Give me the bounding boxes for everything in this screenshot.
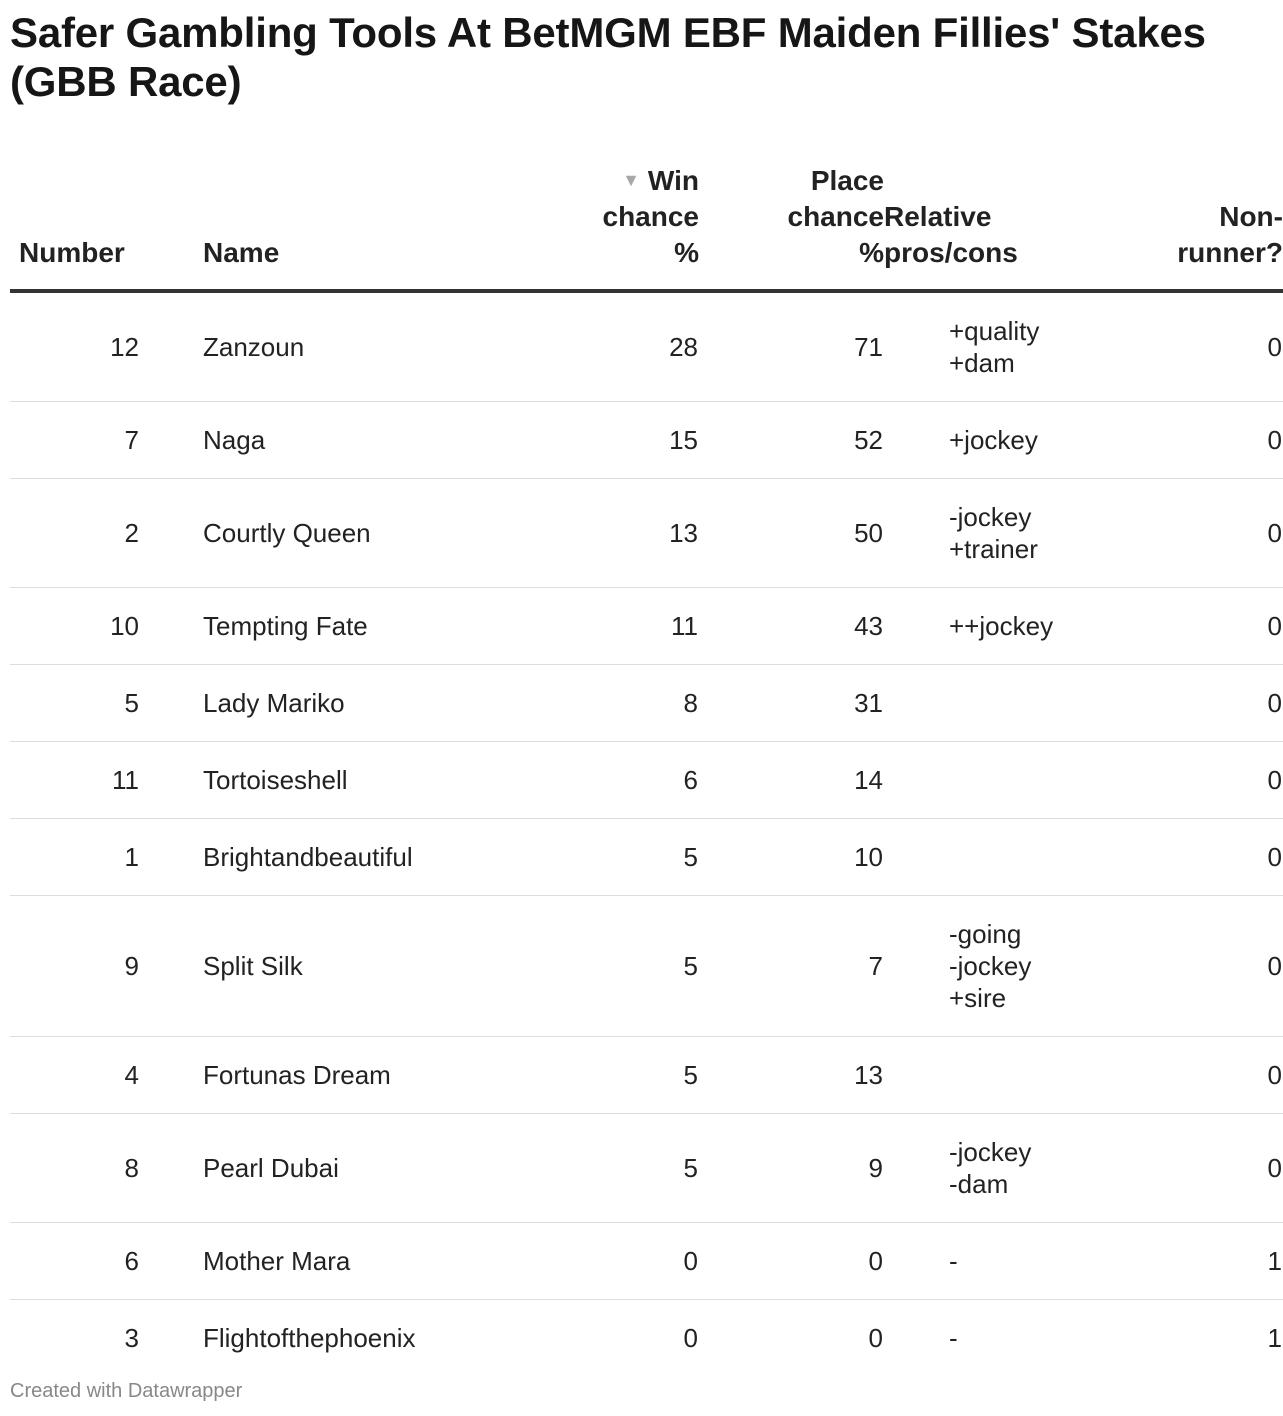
cell-win-chance: 6 <box>567 742 699 819</box>
cell-win-chance: 11 <box>567 588 699 665</box>
cell-win-chance: 8 <box>567 665 699 742</box>
cell-non-runner: 0 <box>1084 291 1283 402</box>
cell-win-chance: 13 <box>567 479 699 588</box>
cell-non-runner: 0 <box>1084 1037 1283 1114</box>
table-body <box>10 291 1283 1376</box>
cell-name: Mother Mara <box>139 1223 567 1300</box>
pros-cons-item: +trainer <box>949 534 1038 564</box>
table-row <box>10 896 1283 1037</box>
data-table <box>10 162 1283 1376</box>
cell-number: 9 <box>10 896 139 1037</box>
cell-name: Naga <box>139 402 567 479</box>
pros-cons-item: - <box>949 1246 958 1276</box>
cell-place-chance: 13 <box>699 1037 884 1114</box>
cell-relative-pros-cons <box>884 819 1084 896</box>
cell-relative-pros-cons <box>884 1037 1084 1114</box>
cell-non-runner: 0 <box>1084 665 1283 742</box>
cell-relative-pros-cons <box>884 1223 1084 1300</box>
cell-win-chance: 5 <box>567 896 699 1037</box>
cell-number: 5 <box>10 665 139 742</box>
cell-number: 8 <box>10 1114 139 1223</box>
sort-descending-icon: ▼ <box>622 170 640 190</box>
header-non-runner[interactable]: Non- runner? <box>1084 162 1283 291</box>
pros-cons-item: +dam <box>949 348 1015 378</box>
cell-name: Fortunas Dream <box>139 1037 567 1114</box>
header-relative-pros-cons[interactable]: Relative pros/cons <box>884 162 1084 291</box>
datawrapper-credit[interactable]: Created with Datawrapper <box>10 1380 243 1402</box>
table-row <box>10 479 1283 588</box>
cell-place-chance: 43 <box>699 588 884 665</box>
cell-number: 1 <box>10 819 139 896</box>
table-row <box>10 819 1283 896</box>
cell-place-chance: 9 <box>699 1114 884 1223</box>
cell-name: Tortoiseshell <box>139 742 567 819</box>
pros-cons-item: -jockey <box>949 1137 1032 1167</box>
cell-win-chance: 5 <box>567 819 699 896</box>
cell-win-chance: 15 <box>567 402 699 479</box>
cell-name: Tempting Fate <box>139 588 567 665</box>
table-row <box>10 742 1283 819</box>
cell-win-chance: 0 <box>567 1223 699 1300</box>
cell-number: 11 <box>10 742 139 819</box>
cell-relative-pros-cons <box>884 588 1084 665</box>
cell-non-runner: 0 <box>1084 402 1283 479</box>
cell-name: Flightofthephoenix <box>203 1323 416 1353</box>
pros-cons-item: - <box>949 1323 958 1353</box>
cell-place-chance: 0 <box>699 1223 884 1300</box>
pros-cons-item: -going <box>949 919 1022 949</box>
header-place-chance[interactable]: Place chance % <box>699 162 884 291</box>
table-row <box>10 588 1283 665</box>
cell-place-chance: 10 <box>699 819 884 896</box>
cell-name: Split Silk <box>139 896 567 1037</box>
chart-title: Safer Gambling Tools At BetMGM EBF Maiden Fillies' Stakes (GBB Race) <box>10 9 1206 105</box>
cell-place-chance: 14 <box>699 742 884 819</box>
cell-win-chance: 0 <box>683 1323 698 1353</box>
cell-name: Zanzoun <box>139 291 567 402</box>
cell-non-runner: 0 <box>1084 819 1283 896</box>
cell-non-runner: 0 <box>1084 588 1283 665</box>
cell-place-chance: 0 <box>868 1323 883 1353</box>
header-name[interactable]: Name <box>139 162 567 291</box>
cell-place-chance: 31 <box>699 665 884 742</box>
cell-relative-pros-cons <box>884 896 1084 1037</box>
pros-cons-item: -jockey <box>949 502 1032 532</box>
cell-name: Pearl Dubai <box>139 1114 567 1223</box>
header-win-chance[interactable]: ▼ Win chance % <box>567 162 699 291</box>
header-row <box>10 162 1283 291</box>
pros-cons-item: +sire <box>949 983 1007 1013</box>
cell-place-chance: 52 <box>699 402 884 479</box>
table-row <box>10 1037 1283 1114</box>
pros-cons-item: ++jockey <box>949 611 1054 641</box>
cell-name: Courtly Queen <box>139 479 567 588</box>
cell-name: Lady Mariko <box>139 665 567 742</box>
cell-place-chance: 50 <box>699 479 884 588</box>
table-row <box>10 402 1283 479</box>
cell-relative-pros-cons <box>884 1300 1084 1377</box>
cell-relative-pros-cons <box>884 1114 1084 1223</box>
cell-non-runner: 1 <box>1267 1323 1282 1353</box>
cell-relative-pros-cons <box>884 665 1084 742</box>
cell-name: Brightandbeautiful <box>139 819 567 896</box>
cell-number: 10 <box>10 588 139 665</box>
cell-relative-pros-cons <box>884 479 1084 588</box>
cell-non-runner: 0 <box>1084 896 1283 1037</box>
cell-non-runner: 0 <box>1084 479 1283 588</box>
table-row <box>10 665 1283 742</box>
table-row <box>10 1223 1283 1300</box>
cell-number: 12 <box>10 291 139 402</box>
cell-number: 3 <box>124 1323 139 1353</box>
table-row <box>10 1114 1283 1223</box>
cell-relative-pros-cons <box>884 291 1084 402</box>
cell-place-chance: 7 <box>699 896 884 1037</box>
cell-win-chance: 28 <box>567 291 699 402</box>
cell-number: 2 <box>10 479 139 588</box>
table-row <box>10 1300 1283 1377</box>
cell-win-chance: 5 <box>567 1114 699 1223</box>
pros-cons-item: +quality <box>949 316 1040 346</box>
cell-win-chance: 5 <box>567 1037 699 1114</box>
cell-number: 4 <box>10 1037 139 1114</box>
pros-cons-item: -dam <box>949 1169 1009 1199</box>
cell-number: 7 <box>10 402 139 479</box>
cell-non-runner: 0 <box>1084 742 1283 819</box>
cell-relative-pros-cons <box>884 742 1084 819</box>
table-row <box>10 291 1283 402</box>
pros-cons-item: +jockey <box>949 425 1038 455</box>
cell-number: 6 <box>10 1223 139 1300</box>
header-number[interactable]: Number <box>10 162 139 291</box>
cell-non-runner: 1 <box>1084 1223 1283 1300</box>
cell-non-runner: 0 <box>1084 1114 1283 1223</box>
cell-place-chance: 71 <box>699 291 884 402</box>
pros-cons-item: -jockey <box>949 951 1032 981</box>
cell-relative-pros-cons <box>884 402 1084 479</box>
